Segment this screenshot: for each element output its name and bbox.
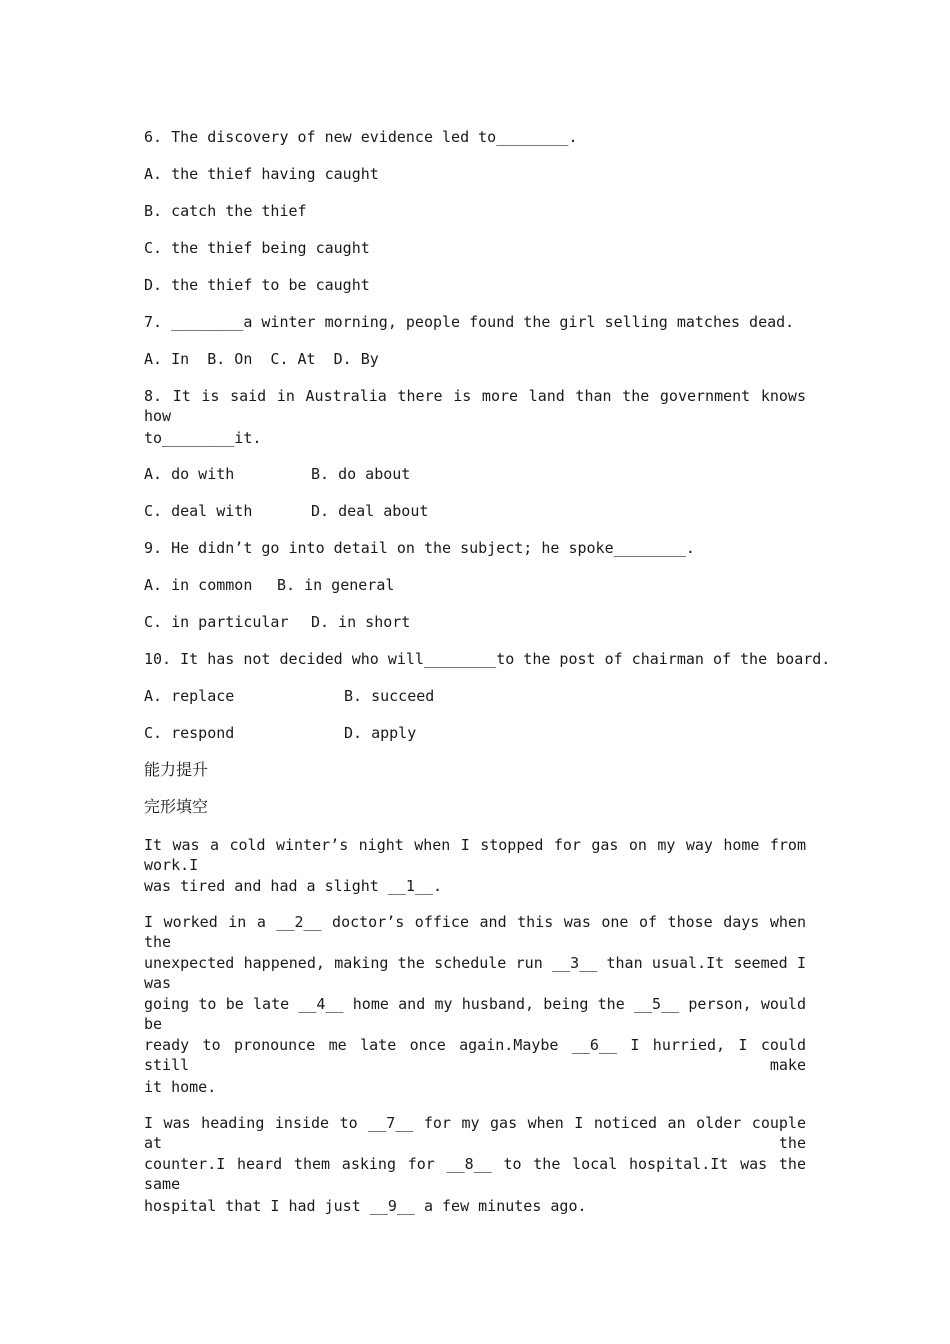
passage-p2-line-3: going to be late __4__ home and my husband, being the __5__ person, would be	[144, 995, 806, 1033]
question-8-option-c: C. deal with	[144, 502, 253, 520]
question-6-option-a: A. the thief having caught	[144, 165, 379, 183]
question-10-option-a: A. replace	[144, 687, 235, 705]
question-10-option-b: B. succeed	[344, 687, 435, 705]
question-9-stem: 9. He didn’t go into detail on the subject; he spoke________.	[144, 539, 695, 557]
question-9-option-a: A. in common	[144, 576, 253, 594]
question-8-stem-line-1: 8. It is said in Australia there is more land than the government knows how	[144, 387, 806, 425]
question-6-option-b: B. catch the thief	[144, 202, 307, 220]
passage-p2-line-4: ready to pronounce me late once again.Maybe __6__ I hurried, I could still make	[144, 1036, 806, 1074]
question-8-option-b: B. do about	[311, 465, 411, 483]
subsection-title: 完形填空	[144, 797, 209, 816]
question-10-stem: 10. It has not decided who will________to the post of chairman of the board.	[144, 650, 831, 668]
question-7-stem: 7. ________a winter morning, people found the girl selling matches dead.	[144, 313, 795, 331]
passage-p3-line-1: I was heading inside to __7__ for my gas when I noticed an older couple at the	[144, 1114, 806, 1152]
question-10-option-c: C. respond	[144, 724, 235, 742]
passage-p1-line-1: It was a cold winter’s night when I stopped for gas on my way home from work.I	[144, 836, 806, 874]
question-8-option-d: D. deal about	[311, 502, 429, 520]
passage-p3-line-3: hospital that I had just __9__ a few minutes ago.	[144, 1197, 587, 1215]
question-9-option-d: D. in short	[311, 613, 411, 631]
question-9-option-b: B. in general	[277, 576, 395, 594]
passage-p2-line-2: unexpected happened, making the schedule run __3__ than usual.It seemed I was	[144, 954, 806, 992]
passage-p2-line-5: it home.	[144, 1078, 217, 1096]
passage-p1-line-2: was tired and had a slight __1__.	[144, 877, 443, 895]
question-6-option-c: C. the thief being caught	[144, 239, 370, 257]
question-6-option-d: D. the thief to be caught	[144, 276, 370, 294]
question-8-option-a: A. do with	[144, 465, 235, 483]
question-10-option-d: D. apply	[344, 724, 417, 742]
passage-p3-line-2: counter.I heard them asking for __8__ to the local hospital.It was the same	[144, 1155, 806, 1193]
question-8-stem-line-2: to________it.	[144, 429, 262, 447]
question-9-option-c: C. in particular	[144, 613, 289, 631]
section-title: 能力提升	[144, 760, 209, 779]
question-6-stem: 6. The discovery of new evidence led to________.	[144, 128, 578, 146]
passage-p2-line-1: I worked in a __2__ doctor’s office and this was one of those days when the	[144, 913, 806, 951]
question-7-options: A. In B. On C. At D. By	[144, 350, 379, 368]
